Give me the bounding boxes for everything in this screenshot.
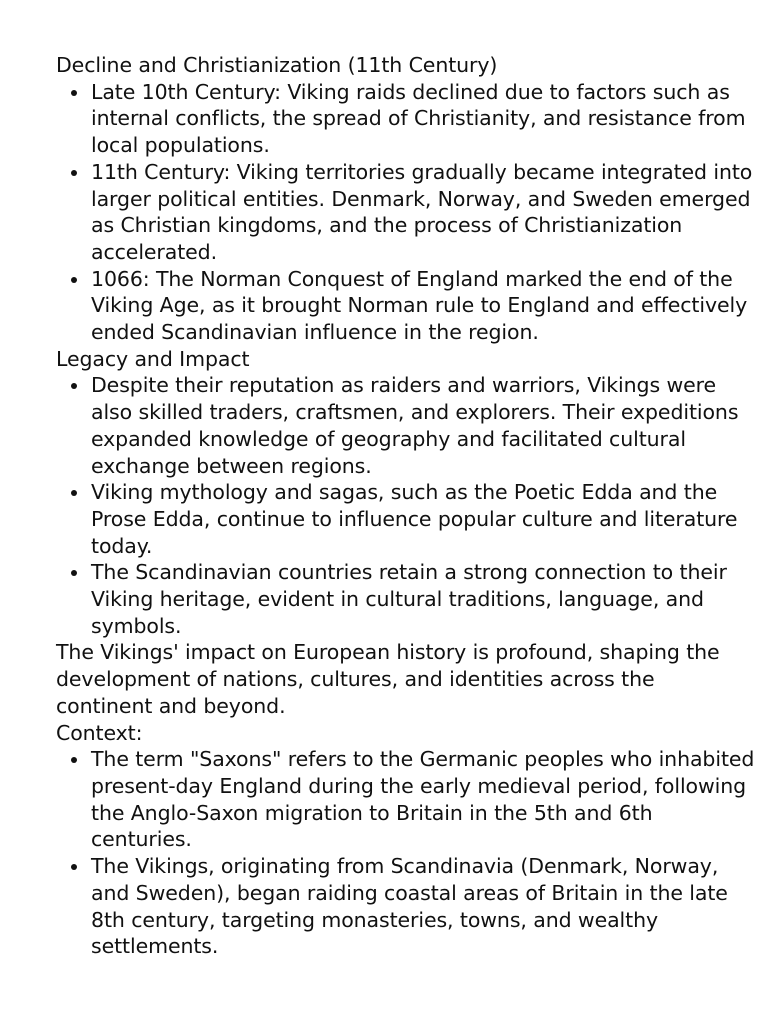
- list-item: The Scandinavian countries retain a strong connection to their Viking heritage, evident in cultural traditions, language, and symbols.: [56, 559, 756, 639]
- list-item: 1066: The Norman Conquest of England marked the end of the Viking Age, as it brought Norman rule to England and effectively ended Scandinavian influence in the region.: [56, 266, 756, 346]
- section-heading-legacy: Legacy and Impact: [56, 346, 250, 371]
- list-item: 11th Century: Viking territories gradually became integrated into larger political entities. Denmark, Norway, and Sweden emerged as Christian kingdoms, and the process of Christianization accelerated.: [56, 159, 756, 266]
- list-item: Despite their reputation as raiders and warriors, Vikings were also skilled traders, craftsmen, and explorers. Their expeditions expanded knowledge of geography and facilitated cultural exchange between regions.: [56, 372, 756, 479]
- section-heading-decline: Decline and Christianization (11th Century): [56, 53, 498, 77]
- list-item: The term "Saxons" refers to the Germanic peoples who inhabited present-day England during the early medieval period, following the Anglo-Saxon migration to Britain in the 5th and 6th centuries.: [56, 746, 756, 853]
- list-item: Late 10th Century: Viking raids declined due to factors such as internal conflicts, the spread of Christianity, and resistance from local populations.: [56, 79, 756, 159]
- bullet-list-context: [56, 746, 756, 960]
- list-item: The Vikings, originating from Scandinavia (Denmark, Norway, and Sweden), began raiding coastal areas of Britain in the late 8th century, targeting monasteries, towns, and wealthy settlements.: [56, 853, 756, 960]
- list-item: Viking mythology and sagas, such as the Poetic Edda and the Prose Edda, continue to influence popular culture and literature today.: [56, 479, 756, 559]
- bullet-list-legacy: [56, 372, 756, 639]
- bullet-list-decline: [56, 79, 756, 346]
- summary-paragraph: The Vikings' impact on European history is profound, shaping the development of nations, cultures, and identities across the continent and beyond.: [56, 640, 720, 718]
- document-body: [56, 52, 756, 960]
- context-heading: Context:: [56, 720, 143, 745]
